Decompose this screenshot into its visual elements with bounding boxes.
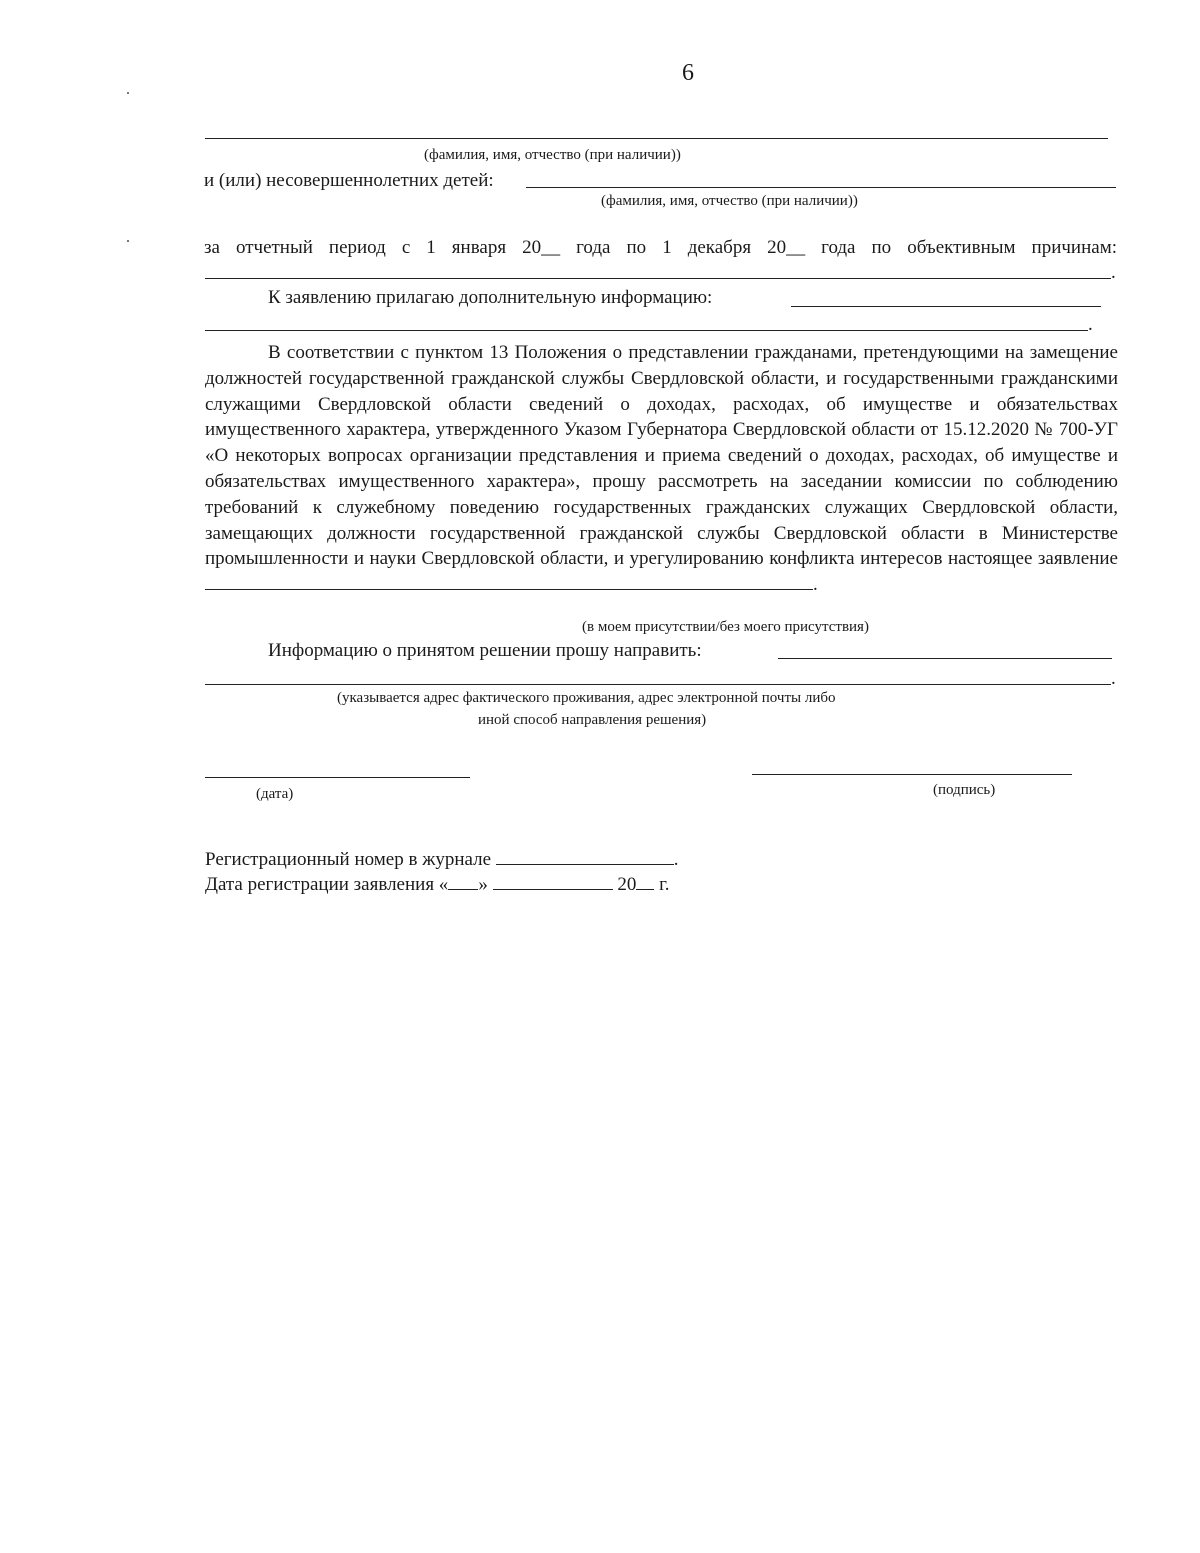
main-paragraph-text: В соответствии с пунктом 13 Положения о представлении гражданами, претендующими на замещение должностей государственной гражданской службы Свердловской области, и государственными гражданскими служащими Свердловской области сведений о доходах, расходах, об имуществе и обязательствах имущественного характера, утвержденного Указом Губернатора Свердловской области от 15.12.2020 № 700-УГ «О некоторых вопросах организации представления и приема сведений о доходах, расходах, об имуществе и обязательствах имущественного характера», прошу рассмотреть на заседании комиссии по соблюдению требований к служебному поведению государственных гражданских служащих Свердловской области, замещающих должности государственной гражданской службы Свердловской области в Министерстве промышленности и науки Свердловской области, и урегулированию конфликта интересов настоящее заявление <box>205 342 1118 570</box>
fio-caption-2: (фамилия, имя, отчество (при наличии)) <box>601 193 858 209</box>
registration-year-line <box>636 873 654 890</box>
registration-year-label: 20 <box>617 874 637 895</box>
date-caption: (дата) <box>256 786 294 802</box>
reasons-line <box>205 278 1111 279</box>
scan-speck <box>127 92 129 94</box>
registration-number-line <box>496 848 674 865</box>
signature-caption: (подпись) <box>933 782 996 798</box>
period-text: за отчетный период с 1 января 20__ года по 1 декабря 20__ года по объективным причинам: <box>204 237 1117 258</box>
registration-month-line <box>493 873 613 890</box>
registration-date-quote: » <box>478 874 488 895</box>
registration-date-row <box>205 873 669 896</box>
fio-caption-1: (фамилия, имя, отчество (при наличии)) <box>424 147 681 163</box>
children-fio-line <box>526 187 1116 188</box>
presence-line <box>205 573 813 590</box>
address-caption-2: иной способ направления решения) <box>478 712 707 728</box>
signature-line <box>752 774 1072 775</box>
period-end-dot: . <box>1111 262 1116 283</box>
registration-date-label: Дата регистрации заявления « <box>205 874 449 895</box>
scan-speck <box>127 240 129 242</box>
main-paragraph: В соответствии с пунктом 13 Положения о представлении гражданами, претендующими на замещение должностей государственной гражданской службы Свердловской области, и государственными гражданскими служащими Свердловской области сведений о доходах, расходах, об имуществе и обязательствах имущественного характера, утвержденного Указом Губернатора Свердловской области от 15.12.2020 № 700-УГ «О некоторых вопросах организации представления и приема сведений о доходах, расходах, об имуществе и обязательствах имущественного характера», прошу рассмотреть на заседании комиссии по соблюдению требований к служебному поведению государственных гражданских служащих Свердловской области, замещающих должности государственной гражданской службы Свердловской области в Министерстве промышленности и науки Свердловской области, и урегулированию конфликта интересов настоящее заявление . <box>205 342 1118 596</box>
attach-line-2 <box>205 330 1088 331</box>
fio-line-1 <box>205 138 1108 139</box>
registration-year-suffix: г. <box>659 874 670 895</box>
attach-label: К заявлению прилагаю дополнительную информацию: <box>268 287 713 308</box>
attach-end-dot: . <box>1088 314 1093 335</box>
info-label: Информацию о принятом решении прошу направить: <box>268 640 702 661</box>
address-caption-1: (указывается адрес фактического проживания, адрес электронной почты либо <box>337 690 836 706</box>
date-line <box>205 777 470 778</box>
registration-day-line <box>448 873 478 890</box>
registration-number-row: Регистрационный номер в журнале . <box>205 849 679 870</box>
attach-line <box>791 306 1101 307</box>
children-label: и (или) несовершеннолетних детей: <box>204 170 494 191</box>
registration-number-label: Регистрационный номер в журнале <box>205 849 492 870</box>
address-line <box>205 684 1111 685</box>
presence-caption: (в моем присутствии/без моего присутствия) <box>582 619 869 635</box>
address-end-dot: . <box>1111 668 1116 689</box>
page-number: 6 <box>682 60 694 86</box>
info-line <box>778 658 1112 659</box>
